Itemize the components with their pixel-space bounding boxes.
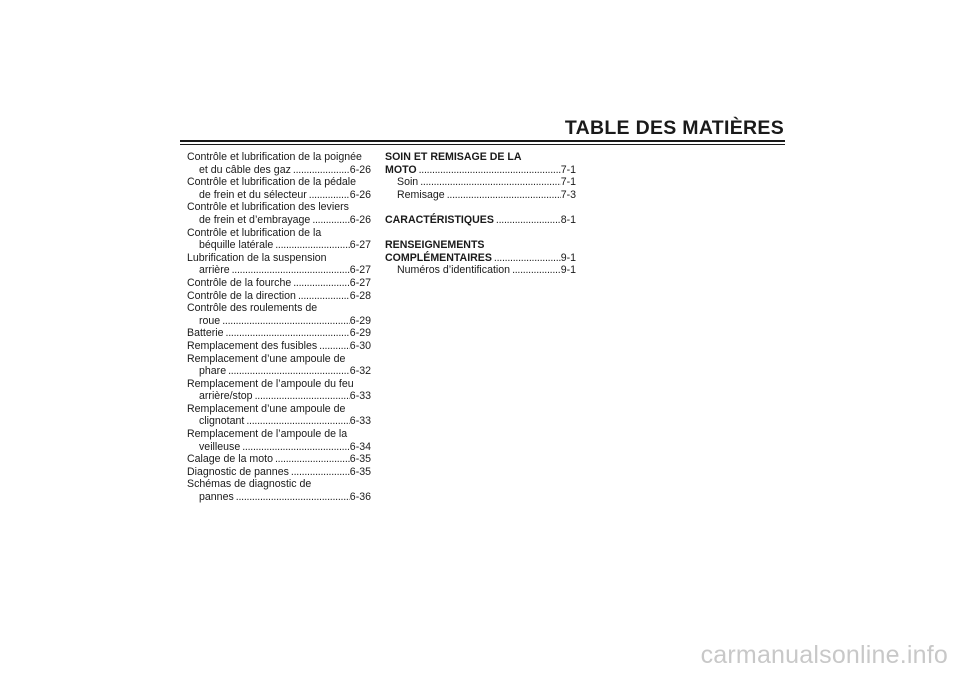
toc-entry[interactable] [385,264,576,277]
toc-entry-title: Diagnostic de pannes [187,465,289,478]
header-rule-thin [180,144,785,145]
toc-section-title: SOIN ET REMISAGE DE LA [385,151,522,163]
toc-section-caracteristiques[interactable] [385,214,576,227]
toc-entry-title-end: et du câble des gaz [199,163,291,176]
toc-entry-title: Calage de la moto [187,453,273,466]
toc-entry-title-end: de frein et du sélecteur [199,188,307,201]
toc-page-number: 6-26 [349,213,371,226]
page-title: TABLE DES MATIÈRES [564,117,784,139]
toc-page-number: 6-27 [349,239,371,252]
toc-entry[interactable] [187,290,371,303]
toc-entry[interactable] [187,252,371,277]
toc-entry[interactable] [187,353,371,378]
toc-entry-title: Schémas de diagnostic de [187,478,312,491]
toc-page-number: 6-27 [349,264,371,277]
toc-page-number: 7-1 [560,176,576,189]
toc-page-number: 6-29 [349,327,371,340]
toc-entry[interactable] [187,478,371,503]
toc-page-number: 6-27 [349,276,371,289]
toc-entry-title: Numéros d’identification [397,264,511,277]
toc-entry[interactable] [187,151,371,176]
toc-page-number: 7-1 [560,163,576,176]
toc-entry[interactable] [187,277,371,290]
toc-entry-title-end: roue [199,314,221,327]
toc-page-number: 8-1 [560,213,576,226]
toc-entry-title: Remplacement de l’ampoule du feu [187,377,354,390]
watermark: carmanualsonline.info [700,641,948,669]
toc-entry-title-end: clignotant [199,415,245,428]
toc-section-title-end: MOTO [385,163,417,176]
toc-page-number: 6-35 [349,453,371,466]
toc-entry-title: Lubrification de la suspension [187,251,327,264]
toc-entry[interactable] [187,201,371,226]
toc-section-title: CARACTÉRISTIQUES [385,213,494,226]
toc-section-soin[interactable] [385,151,576,176]
toc-entry-title: Contrôle et lubrification des leviers [187,201,349,214]
toc-entry-title: Contrôle de la fourche [187,276,292,289]
toc-entry-title-end: phare [199,365,227,378]
toc-entry-title: Remplacement d’une ampoule de [187,352,346,365]
toc-page-number: 6-32 [349,365,371,378]
toc-entry-title-end: de frein et d’embrayage [199,213,311,226]
toc-entry[interactable] [187,227,371,252]
toc-section-renseignements[interactable] [385,239,576,264]
toc-entry-title: Remplacement des fusibles [187,339,318,352]
toc-page-number: 6-35 [349,465,371,478]
toc-page-number: 6-26 [349,163,371,176]
toc-entry[interactable] [385,189,576,202]
header-rule [180,140,785,142]
toc-page-number: 9-1 [560,264,576,277]
toc-right-column [385,151,576,277]
toc-entry-title: Remplacement d’une ampoule de [187,402,346,415]
toc-page-number: 6-34 [349,440,371,453]
toc-page-number: 7-3 [560,188,576,201]
toc-page-number: 6-28 [349,289,371,302]
toc-page-number: 6-36 [349,491,371,504]
toc-entry-title-end: arrière/stop [199,390,253,403]
toc-page-number: 6-30 [349,339,371,352]
toc-entry-title-end: béquille latérale [199,239,274,252]
toc-page-number: 6-26 [349,188,371,201]
toc-entry-title: Contrôle et lubrification de la pédale [187,176,357,189]
toc-entry-title: Contrôle des roulements de [187,302,318,315]
toc-entry-title: Remisage [397,188,445,201]
toc-entry-title: Remplacement de l’ampoule de la [187,428,348,441]
toc-entry-title: Contrôle de la direction [187,289,296,302]
toc-page-number: 6-33 [349,415,371,428]
toc-section-title: RENSEIGNEMENTS [385,239,485,252]
toc-page-number: 6-33 [349,390,371,403]
toc-entry-title-end: veilleuse [199,440,241,453]
toc-entry[interactable] [187,176,371,201]
toc-section-title-end: COMPLÉMENTAIRES [385,251,492,264]
toc-entry[interactable] [187,403,371,428]
toc-entry[interactable] [187,466,371,479]
toc-entry[interactable] [187,428,371,453]
toc-page-number: 9-1 [560,251,576,264]
toc-entry[interactable] [187,327,371,340]
toc-entry[interactable] [187,378,371,403]
toc-entry-title-end: arrière [199,264,230,277]
toc-entry-title: Batterie [187,327,224,340]
toc-entry[interactable] [187,302,371,327]
toc-entry-title: Soin [397,176,419,189]
toc-entry[interactable] [187,453,371,466]
toc-entry[interactable] [385,176,576,189]
toc-page-number: 6-29 [349,314,371,327]
toc-left-column [187,151,371,504]
toc-entry-title: Contrôle et lubrification de la [187,226,322,239]
toc-entry[interactable] [187,340,371,353]
toc-entry-title-end: pannes [199,491,234,504]
toc-entry-title: Contrôle et lubrification de la poignée [187,151,362,163]
